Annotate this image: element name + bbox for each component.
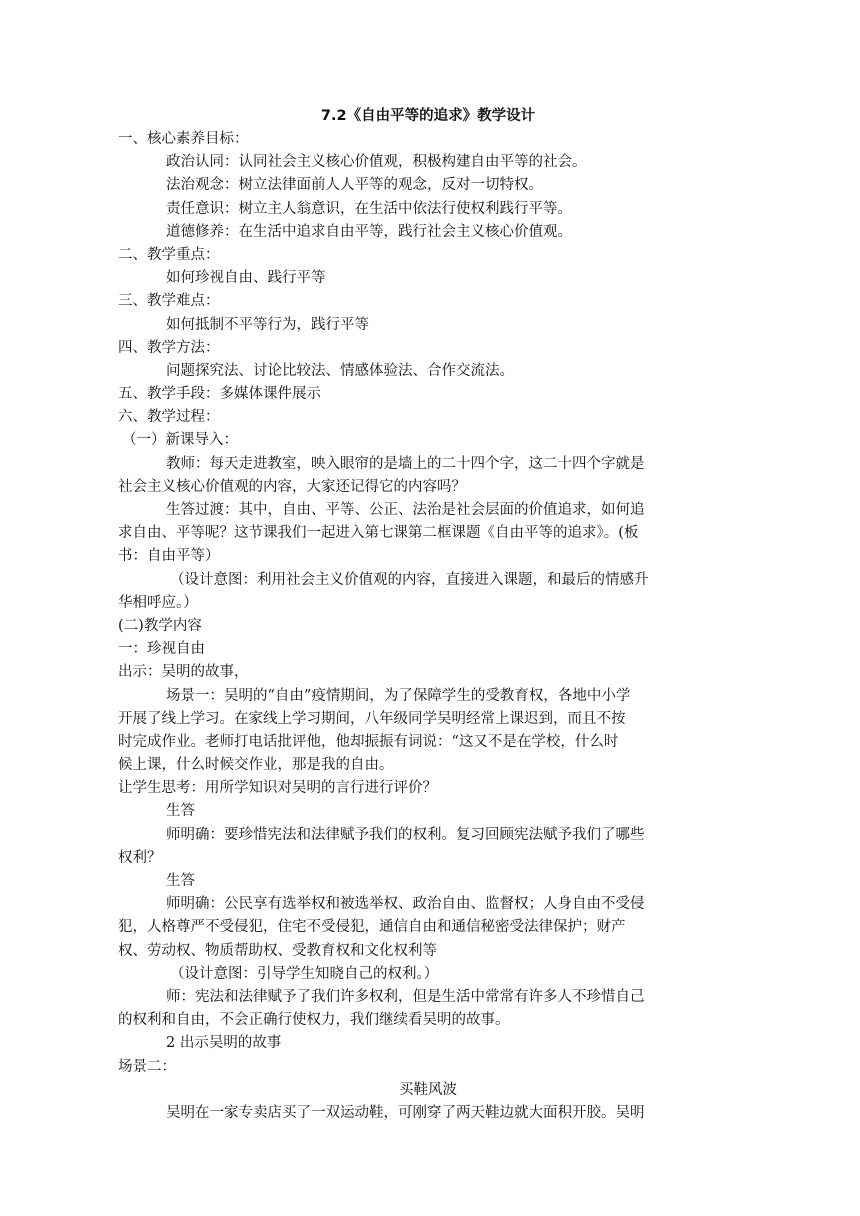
document-page [118, 104, 738, 1125]
text-line: 生答过渡：其中，自由、平等、公正、法治是社会层面的价值追求，如何追 [166, 502, 645, 518]
text-line: 五、教学手段：多媒体课件展示 [118, 386, 321, 403]
text-line: 一：珍视自由 [118, 641, 205, 658]
document-title: 7.2《自由平等的追求》教学设计 [320, 108, 536, 124]
text-line: 犯，人格尊严不受侵犯，住宅不受侵犯，通信自由和通信秘密受法律保护；财产 [118, 919, 626, 936]
text-line: 二、教学重点： [118, 246, 220, 263]
text-line: 的权利和自由，不会正确行使权力，我们继续看吴明的故事。 [118, 1012, 510, 1029]
text-line: （设计意图：引导学生知晓自己的权利。） [170, 965, 439, 982]
text-line: 如何珍视自由、践行平等 [166, 270, 326, 287]
text-line: 时完成作业。老师打电话批评他，他却振振有词说：“这又不是在学校，什么时 [118, 733, 619, 750]
text-line: 求自由、平等呢？这节课我们一起进入第七课第二框课题《自由平等的追求》。(板 [118, 525, 639, 542]
text-line: (二)教学内容 [118, 617, 202, 634]
text-line: 责任意识：树立主人翁意识，在生活中依法行使权利践行平等。 [166, 200, 572, 217]
text-line: 买鞋风波 [399, 1081, 457, 1098]
text-line: （设计意图：利用社会主义价值观的内容，直接进入课题，和最后的情感升 [170, 571, 649, 588]
text-line: 生答 [166, 803, 195, 820]
text-line: 书：自由平等） [118, 548, 220, 565]
text-line: 一、核心素养目标： [118, 131, 249, 147]
text-line: 权利？ [118, 849, 162, 866]
text-line: 华相呼应。） [118, 594, 198, 611]
text-line: 教师：每天走进教室，映入眼帘的是墙上的二十四个字，这二十四个字就是 [166, 455, 645, 472]
text-line: 社会主义核心价值观的内容，大家还记得它的内容吗？ [118, 478, 466, 495]
text-line: 四、教学方法： [118, 339, 220, 356]
text-line: 权、劳动权、物质帮助权、受教育权和文化权利等 [118, 942, 437, 959]
text-line: 生答 [166, 873, 195, 889]
document-body [118, 128, 738, 1125]
text-line: 师明确：要珍惜宪法和法律赋予我们的权利。复习回顾宪法赋予我们了哪些 [166, 826, 645, 843]
text-line: 候上课，什么时候交作业，那是我的自由。 [118, 757, 394, 774]
text-line: 政治认同：认同社会主义核心价值观，积极构建自由平等的社会。 [166, 154, 587, 171]
text-line: 如何抵制不平等行为，践行平等 [166, 316, 369, 333]
text-line: 问题探究法、讨论比较法、情感体验法、合作交流法。 [166, 362, 514, 379]
text-line: 师：宪法和法律赋予了我们许多权利，但是生活中常常有许多人不珍惜自己 [166, 988, 645, 1005]
text-line: 出示：吴明的故事， [118, 664, 249, 681]
text-line: 开展了线上学习。在家线上学习期间，八年级同学吴明经常上课迟到，而且不按 [118, 710, 626, 727]
text-line: 法治观念：树立法律面前人人平等的观念，反对一切特权。 [166, 177, 543, 194]
text-line: 2 出示吴明的故事 [166, 1035, 282, 1052]
text-line: 让学生思考：用所学知识对吴明的言行进行评价？ [118, 780, 437, 797]
text-line: 六、教学过程： [118, 409, 220, 426]
text-line: 道德修养：在生活中追求自由平等，践行社会主义核心价值观。 [166, 223, 572, 240]
text-line: 场景一：吴明的“自由”疫情期间，为了保障学生的受教育权，各地中小学 [166, 687, 631, 704]
text-line: 场景二： [118, 1058, 176, 1075]
text-line: 师明确：公民享有选举权和被选举权、政治自由、监督权；人身自由不受侵 [166, 896, 645, 913]
text-line: （一）新课导入： [122, 432, 238, 449]
text-line: 三、教学难点： [118, 293, 220, 310]
text-line: 吴明在一家专卖店买了一双运动鞋，可刚穿了两天鞋边就大面积开胶。吴明 [166, 1104, 645, 1121]
